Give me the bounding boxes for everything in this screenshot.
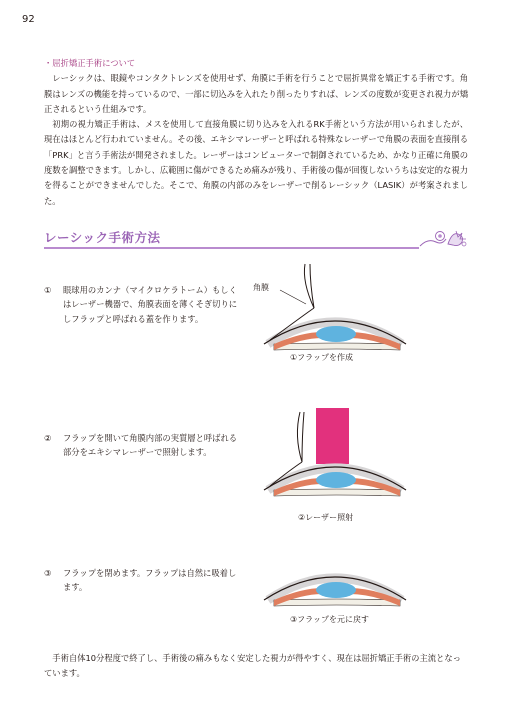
- laser-beam: [316, 408, 349, 464]
- diagram-caption: ①フラップを作成: [290, 353, 354, 362]
- step-item: [44, 431, 244, 476]
- flap-creation-diagram: [250, 260, 420, 364]
- step-text: フラップを開いて角膜内部の実質層と呼ばれる部分をエキシマレーザーで照射します。: [63, 433, 238, 458]
- intro-paragraph: レーシックは、眼鏡やコンタクトレンズを使用せず、角膜に手術を行うことで屈折異常を矯正する手術です。角膜はレンズの機能を持っているので、一部に切込みを入れたり削ったりすれば、レンズの度数が変更され視力が矯正されるという仕組みです。: [44, 73, 468, 114]
- section-header: [44, 228, 468, 250]
- laser-irradiation-diagram: [250, 406, 420, 524]
- step-text: フラップを閉めます。フラップは自然に吸着します。: [63, 568, 237, 593]
- step-text: 眼球用のカンナ（マイクロケラトーム）もしくはレーザー機器で、角膜表面を薄くそぎ切りにしフラップと呼ばれる蓋を作ります。: [63, 285, 238, 324]
- step-number: ③: [44, 568, 52, 578]
- flap-restore-diagram: [250, 556, 420, 628]
- step-number: ②: [44, 433, 52, 443]
- diagram-caption: ②レーザー照射: [298, 513, 354, 522]
- step-number: ①: [44, 285, 52, 295]
- intro-label: ・屈折矯正手術について: [44, 58, 136, 68]
- section-title: レーシック手術方法: [44, 230, 161, 245]
- step-item: [44, 566, 244, 596]
- section-divider: [44, 247, 419, 249]
- diagram-caption: ③フラップを元に戻す: [290, 615, 370, 624]
- lace-ornament-icon: [418, 228, 468, 250]
- step-item: [44, 283, 244, 343]
- intro-paragraph: 初期の視力矯正手術は、メスを使用して直接角膜に切り込みを入れるRK手術という方法が用いられましたが、現在はほとんど行われていません。その後、エキシマレーザーと呼ばれる特殊なレーザーで角膜の表面を直接削る「PRK」と言う手術法が開発されました。レーザーはコンピューターで制御されているため、かなり正確に角膜の度数を調整できます。しかし、広範囲に傷ができるため痛みが残り、手術後の傷が回復しないうちは安定的な視力を得ることができませんでした。そこで、角膜の内部のみをレーザーで削るレーシック（LASIK）が考案されました。: [44, 119, 468, 206]
- conclusion-paragraph: 手術自体10分程度で終了し、手術後の痛みもなく安定した視力が得やすく、現在は屈折矯正手術の主流となっています。: [44, 653, 461, 679]
- page-number: 92: [22, 14, 35, 25]
- cornea-label: 角膜: [253, 283, 269, 292]
- intro-section: [44, 56, 468, 209]
